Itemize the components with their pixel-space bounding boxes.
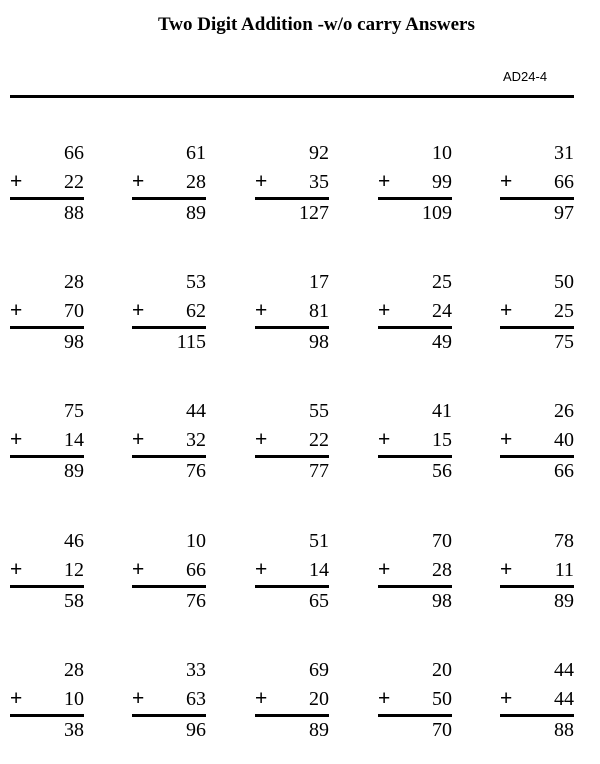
addition-problem xyxy=(500,142,574,238)
sum-line xyxy=(10,326,84,329)
top-addend: 92 xyxy=(309,142,329,164)
bottom-addend: 66 xyxy=(186,559,206,581)
plus-sign: + xyxy=(255,170,268,193)
bottom-addend: 35 xyxy=(309,171,329,193)
top-addend: 33 xyxy=(186,659,206,681)
sum-line xyxy=(255,197,329,200)
top-addend: 61 xyxy=(186,142,206,164)
bottom-addend: 63 xyxy=(186,688,206,710)
sum-line xyxy=(132,585,206,588)
plus-sign: + xyxy=(378,558,391,581)
answer: 49 xyxy=(432,331,452,353)
sum-line xyxy=(10,585,84,588)
addition-problem xyxy=(255,530,329,626)
top-addend: 70 xyxy=(432,530,452,552)
bottom-addend: 28 xyxy=(432,559,452,581)
addition-problem xyxy=(500,400,574,496)
addition-problem xyxy=(10,271,84,367)
answer: 70 xyxy=(432,719,452,741)
top-addend: 26 xyxy=(554,400,574,422)
top-addend: 69 xyxy=(309,659,329,681)
addition-problem xyxy=(255,659,329,755)
top-addend: 44 xyxy=(554,659,574,681)
plus-sign: + xyxy=(500,687,513,710)
addition-problem xyxy=(255,271,329,367)
top-addend: 51 xyxy=(309,530,329,552)
sum-line xyxy=(132,455,206,458)
top-addend: 10 xyxy=(186,530,206,552)
addition-problem xyxy=(500,530,574,626)
answer: 89 xyxy=(186,202,206,224)
sum-line xyxy=(500,455,574,458)
bottom-addend: 14 xyxy=(309,559,329,581)
top-addend: 66 xyxy=(64,142,84,164)
answer: 66 xyxy=(554,460,574,482)
page-title: Two Digit Addition -w/o carry Answers xyxy=(158,14,475,35)
addition-problem xyxy=(132,659,206,755)
addition-problem xyxy=(10,530,84,626)
sum-line xyxy=(378,585,452,588)
top-addend: 41 xyxy=(432,400,452,422)
sum-line xyxy=(378,455,452,458)
sum-line xyxy=(500,585,574,588)
sum-line xyxy=(255,585,329,588)
top-addend: 46 xyxy=(64,530,84,552)
answer: 96 xyxy=(186,719,206,741)
addition-problem xyxy=(378,530,452,626)
plus-sign: + xyxy=(10,558,23,581)
answer: 38 xyxy=(64,719,84,741)
addition-problem xyxy=(132,271,206,367)
bottom-addend: 99 xyxy=(432,171,452,193)
addition-problem xyxy=(132,142,206,238)
plus-sign: + xyxy=(10,687,23,710)
plus-sign: + xyxy=(255,558,268,581)
plus-sign: + xyxy=(378,170,391,193)
sum-line xyxy=(10,197,84,200)
top-addend: 55 xyxy=(309,400,329,422)
sum-line xyxy=(255,326,329,329)
answer: 58 xyxy=(64,590,84,612)
plus-sign: + xyxy=(255,687,268,710)
sum-line xyxy=(500,326,574,329)
plus-sign: + xyxy=(132,687,145,710)
answer: 98 xyxy=(64,331,84,353)
addition-problem xyxy=(132,530,206,626)
sum-line xyxy=(132,714,206,717)
top-addend: 20 xyxy=(432,659,452,681)
addition-problem xyxy=(10,659,84,755)
top-addend: 28 xyxy=(64,271,84,293)
bottom-addend: 70 xyxy=(64,300,84,322)
bottom-addend: 20 xyxy=(309,688,329,710)
plus-sign: + xyxy=(132,428,145,451)
answer: 75 xyxy=(554,331,574,353)
plus-sign: + xyxy=(500,428,513,451)
top-addend: 75 xyxy=(64,400,84,422)
top-addend: 17 xyxy=(309,271,329,293)
sum-line xyxy=(378,714,452,717)
bottom-addend: 44 xyxy=(554,688,574,710)
addition-problem xyxy=(255,400,329,496)
top-addend: 25 xyxy=(432,271,452,293)
answer: 109 xyxy=(422,202,452,224)
answer: 89 xyxy=(64,460,84,482)
sum-line xyxy=(378,326,452,329)
bottom-addend: 62 xyxy=(186,300,206,322)
worksheet-code: AD24-4 xyxy=(503,69,548,84)
top-addend: 44 xyxy=(186,400,206,422)
answer: 65 xyxy=(309,590,329,612)
bottom-addend: 11 xyxy=(554,559,574,581)
answer: 127 xyxy=(299,202,329,224)
sum-line xyxy=(132,197,206,200)
bottom-addend: 50 xyxy=(432,688,452,710)
sum-line xyxy=(255,714,329,717)
sum-line xyxy=(378,197,452,200)
bottom-addend: 32 xyxy=(186,429,206,451)
addition-problem xyxy=(255,142,329,238)
answer: 76 xyxy=(186,460,206,482)
answer: 89 xyxy=(309,719,329,741)
sum-line xyxy=(10,714,84,717)
answer: 97 xyxy=(554,202,574,224)
answer: 76 xyxy=(186,590,206,612)
addition-problem xyxy=(378,271,452,367)
top-addend: 78 xyxy=(554,530,574,552)
plus-sign: + xyxy=(10,428,23,451)
bottom-addend: 15 xyxy=(432,429,452,451)
plus-sign: + xyxy=(255,428,268,451)
answer: 89 xyxy=(554,590,574,612)
plus-sign: + xyxy=(378,428,391,451)
sum-line xyxy=(500,714,574,717)
plus-sign: + xyxy=(500,299,513,322)
answer: 88 xyxy=(554,719,574,741)
addition-problem xyxy=(500,659,574,755)
answer: 77 xyxy=(309,460,329,482)
top-addend: 10 xyxy=(432,142,452,164)
top-addend: 31 xyxy=(554,142,574,164)
plus-sign: + xyxy=(10,299,23,322)
answer: 98 xyxy=(432,590,452,612)
plus-sign: + xyxy=(500,170,513,193)
bottom-addend: 28 xyxy=(186,171,206,193)
sum-line xyxy=(10,455,84,458)
bottom-addend: 81 xyxy=(309,300,329,322)
answer: 98 xyxy=(309,331,329,353)
addition-problem xyxy=(10,142,84,238)
bottom-addend: 12 xyxy=(64,559,84,581)
plus-sign: + xyxy=(255,299,268,322)
bottom-addend: 22 xyxy=(64,171,84,193)
top-addend: 28 xyxy=(64,659,84,681)
bottom-addend: 24 xyxy=(432,300,452,322)
plus-sign: + xyxy=(132,170,145,193)
addition-problem xyxy=(500,271,574,367)
addition-problem xyxy=(378,400,452,496)
addition-problem xyxy=(10,400,84,496)
addition-problem xyxy=(378,142,452,238)
plus-sign: + xyxy=(378,687,391,710)
plus-sign: + xyxy=(132,299,145,322)
sum-line xyxy=(132,326,206,329)
addition-problem xyxy=(132,400,206,496)
answer: 115 xyxy=(176,331,206,353)
sum-line xyxy=(500,197,574,200)
top-addend: 53 xyxy=(186,271,206,293)
plus-sign: + xyxy=(378,299,391,322)
bottom-addend: 25 xyxy=(554,300,574,322)
plus-sign: + xyxy=(500,558,513,581)
plus-sign: + xyxy=(132,558,145,581)
bottom-addend: 40 xyxy=(554,429,574,451)
sum-line xyxy=(255,455,329,458)
addition-problem xyxy=(378,659,452,755)
bottom-addend: 22 xyxy=(309,429,329,451)
answer: 56 xyxy=(432,460,452,482)
bottom-addend: 10 xyxy=(64,688,84,710)
answer: 88 xyxy=(64,202,84,224)
bottom-addend: 14 xyxy=(64,429,84,451)
bottom-addend: 66 xyxy=(554,171,574,193)
plus-sign: + xyxy=(10,170,23,193)
top-addend: 50 xyxy=(554,271,574,293)
